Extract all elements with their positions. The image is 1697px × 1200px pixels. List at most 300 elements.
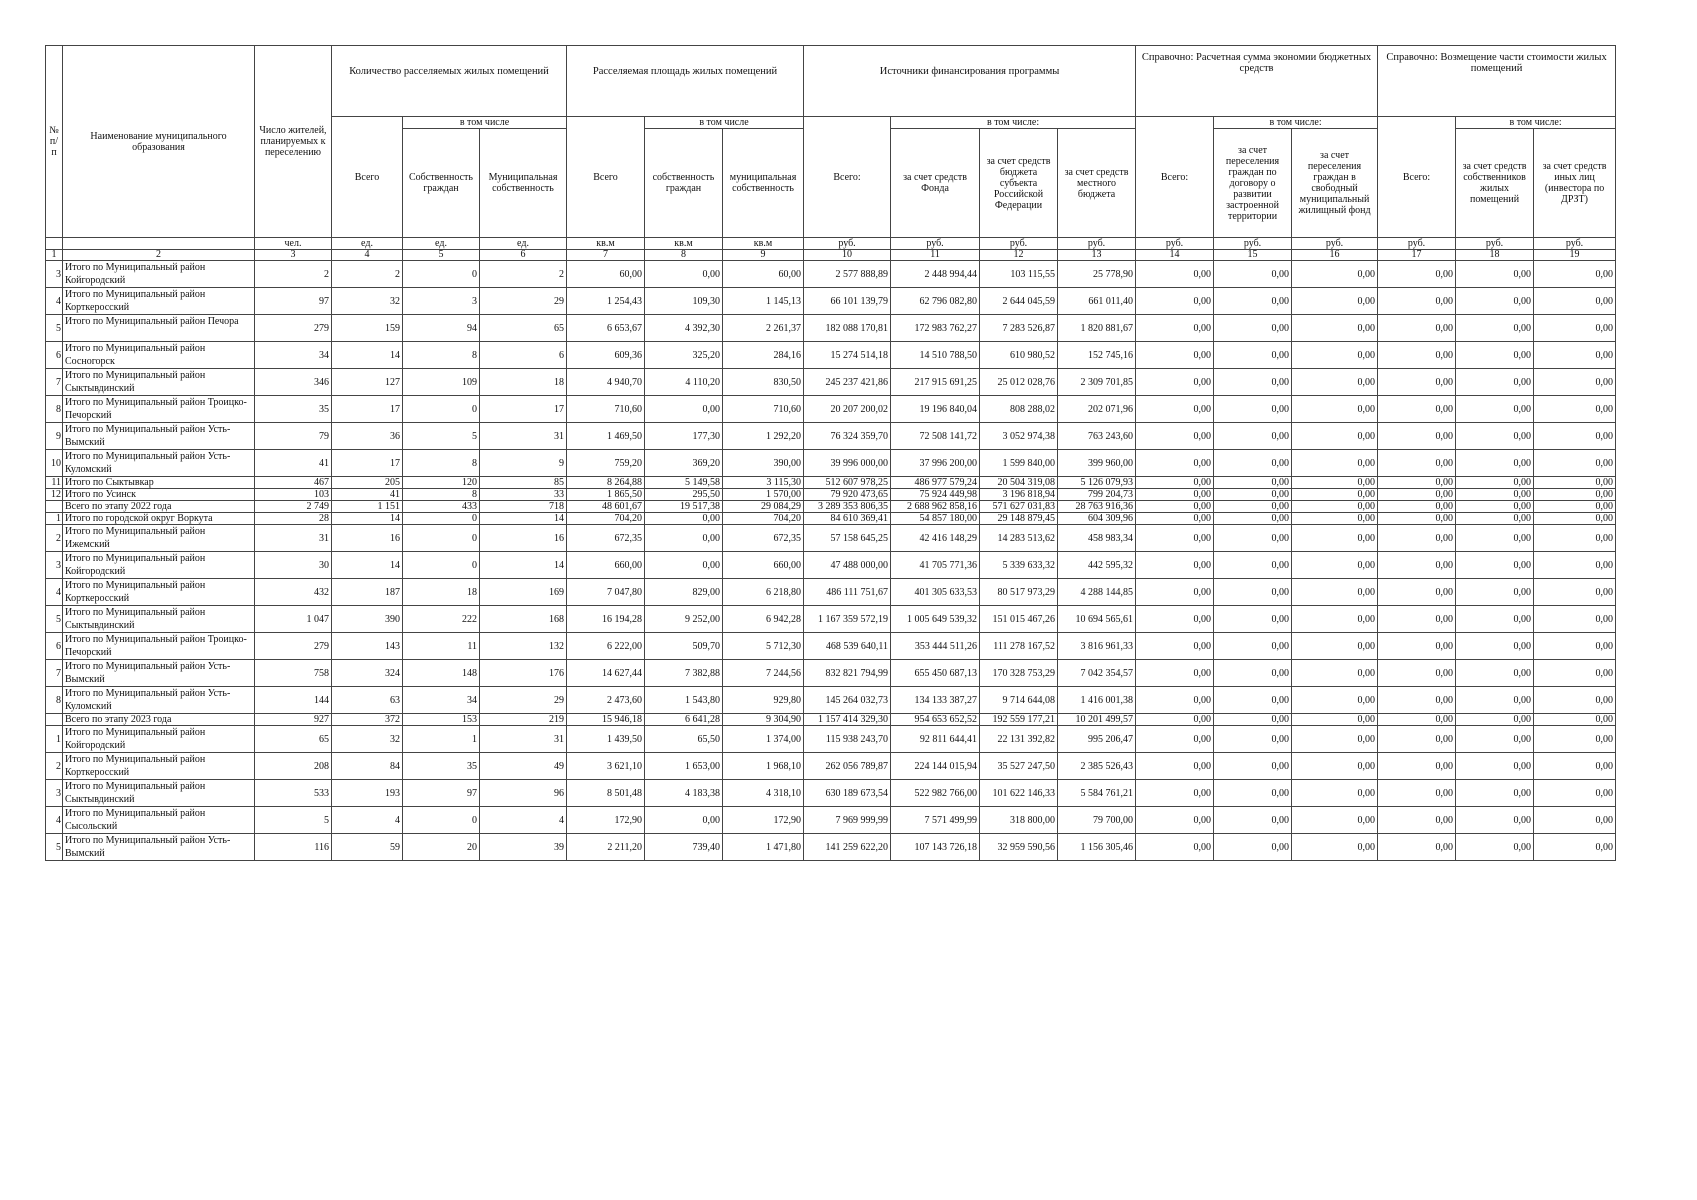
value-cell-col-18: 0,00 [1456, 753, 1534, 780]
value-cell-col-8: 5 149,58 [645, 477, 723, 489]
value-cell-col-19: 0,00 [1534, 579, 1616, 606]
value-cell-col-14: 0,00 [1136, 450, 1214, 477]
value-cell-col-4: 16 [332, 525, 403, 552]
value-cell-col-10: 182 088 170,81 [804, 315, 891, 342]
value-cell-col-7: 2 473,60 [567, 687, 645, 714]
value-cell-col-4: 1 151 [332, 501, 403, 513]
value-cell-col-4: 193 [332, 780, 403, 807]
row-number: 2 [46, 525, 63, 552]
value-cell-col-9: 172,90 [723, 807, 804, 834]
value-cell-col-18: 0,00 [1456, 369, 1534, 396]
value-cell-col-12: 3 196 818,94 [980, 489, 1058, 501]
municipality-name: Итого по Муниципальный район Сысольский [63, 807, 255, 834]
value-cell-col-13: 10 694 565,61 [1058, 606, 1136, 633]
value-cell-col-19: 0,00 [1534, 834, 1616, 861]
value-cell-col-19: 0,00 [1534, 633, 1616, 660]
value-cell-col-9: 1 374,00 [723, 726, 804, 753]
value-cell-col-11: 217 915 691,25 [891, 369, 980, 396]
value-cell-col-14: 0,00 [1136, 834, 1214, 861]
value-cell-col-19: 0,00 [1534, 477, 1616, 489]
value-cell-col-16: 0,00 [1292, 369, 1378, 396]
value-cell-col-6: 65 [480, 315, 567, 342]
value-cell-col-13: 28 763 916,36 [1058, 501, 1136, 513]
value-cell-col-17: 0,00 [1378, 753, 1456, 780]
value-cell-col-11: 224 144 015,94 [891, 753, 980, 780]
value-cell-col-3: 65 [255, 726, 332, 753]
value-cell-col-18: 0,00 [1456, 633, 1534, 660]
value-cell-col-12: 1 599 840,00 [980, 450, 1058, 477]
value-cell-col-13: 442 595,32 [1058, 552, 1136, 579]
unit-cell: ед. [480, 238, 567, 250]
value-cell-col-7: 60,00 [567, 261, 645, 288]
value-cell-col-18: 0,00 [1456, 315, 1534, 342]
value-cell-col-5: 11 [403, 633, 480, 660]
value-cell-col-15: 0,00 [1214, 396, 1292, 423]
value-cell-col-8: 0,00 [645, 552, 723, 579]
value-cell-col-19: 0,00 [1534, 450, 1616, 477]
municipality-name: Итого по Муниципальный район Усть-Куломский [63, 687, 255, 714]
subgroup-including-compensation: в том числе: [1456, 117, 1616, 129]
value-cell-col-4: 324 [332, 660, 403, 687]
value-cell-col-16: 0,00 [1292, 660, 1378, 687]
value-cell-col-13: 1 820 881,67 [1058, 315, 1136, 342]
table-row [46, 261, 1616, 288]
value-cell-col-3: 35 [255, 396, 332, 423]
value-cell-col-6: 17 [480, 396, 567, 423]
value-cell-col-4: 59 [332, 834, 403, 861]
value-cell-col-14: 0,00 [1136, 525, 1214, 552]
value-cell-col-9: 830,50 [723, 369, 804, 396]
value-cell-col-11: 7 571 499,99 [891, 807, 980, 834]
value-cell-col-17: 0,00 [1378, 780, 1456, 807]
value-cell-col-8: 829,00 [645, 579, 723, 606]
value-cell-col-5: 97 [403, 780, 480, 807]
row-number: 1 [46, 513, 63, 525]
value-cell-col-9: 1 471,80 [723, 834, 804, 861]
value-cell-col-9: 6 942,28 [723, 606, 804, 633]
value-cell-col-19: 0,00 [1534, 552, 1616, 579]
value-cell-col-6: 31 [480, 726, 567, 753]
col-header-4: Всего [332, 117, 403, 238]
value-cell-col-15: 0,00 [1214, 423, 1292, 450]
value-cell-col-15: 0,00 [1214, 489, 1292, 501]
column-number-cell: 17 [1378, 250, 1456, 261]
value-cell-col-16: 0,00 [1292, 579, 1378, 606]
value-cell-col-7: 3 621,10 [567, 753, 645, 780]
value-cell-col-4: 32 [332, 726, 403, 753]
col-header-11: за счет средств Фонда [891, 129, 980, 238]
value-cell-col-17: 0,00 [1378, 261, 1456, 288]
value-cell-col-15: 0,00 [1214, 726, 1292, 753]
value-cell-col-14: 0,00 [1136, 501, 1214, 513]
value-cell-col-16: 0,00 [1292, 315, 1378, 342]
value-cell-col-5: 18 [403, 579, 480, 606]
value-cell-col-10: 145 264 032,73 [804, 687, 891, 714]
value-cell-col-16: 0,00 [1292, 450, 1378, 477]
value-cell-col-10: 486 111 751,67 [804, 579, 891, 606]
value-cell-col-4: 372 [332, 714, 403, 726]
value-cell-col-11: 486 977 579,24 [891, 477, 980, 489]
value-cell-col-9: 29 084,29 [723, 501, 804, 513]
value-cell-col-5: 222 [403, 606, 480, 633]
value-cell-col-3: 79 [255, 423, 332, 450]
value-cell-col-7: 6 222,00 [567, 633, 645, 660]
value-cell-col-16: 0,00 [1292, 753, 1378, 780]
unit-cell: кв.м [723, 238, 804, 250]
value-cell-col-18: 0,00 [1456, 726, 1534, 753]
value-cell-col-16: 0,00 [1292, 552, 1378, 579]
value-cell-col-14: 0,00 [1136, 369, 1214, 396]
value-cell-col-9: 6 218,80 [723, 579, 804, 606]
table-row [46, 579, 1616, 606]
value-cell-col-15: 0,00 [1214, 660, 1292, 687]
value-cell-col-3: 279 [255, 633, 332, 660]
row-number: 7 [46, 660, 63, 687]
value-cell-col-10: 20 207 200,02 [804, 396, 891, 423]
row-number: 5 [46, 315, 63, 342]
value-cell-col-7: 48 601,67 [567, 501, 645, 513]
value-cell-col-15: 0,00 [1214, 369, 1292, 396]
table-row [46, 807, 1616, 834]
value-cell-col-10: 262 056 789,87 [804, 753, 891, 780]
column-number-cell: 18 [1456, 250, 1534, 261]
value-cell-col-10: 57 158 645,25 [804, 525, 891, 552]
value-cell-col-16: 0,00 [1292, 342, 1378, 369]
col-header-5: Собственность граждан [403, 129, 480, 238]
municipality-name: Итого по Муниципальный район Койгородский [63, 261, 255, 288]
value-cell-col-13: 2 385 526,43 [1058, 753, 1136, 780]
unit-cell: ед. [403, 238, 480, 250]
column-number-cell: 5 [403, 250, 480, 261]
value-cell-col-13: 4 288 144,85 [1058, 579, 1136, 606]
value-cell-col-8: 177,30 [645, 423, 723, 450]
value-cell-col-12: 571 627 031,83 [980, 501, 1058, 513]
value-cell-col-7: 2 211,20 [567, 834, 645, 861]
value-cell-col-8: 65,50 [645, 726, 723, 753]
value-cell-col-19: 0,00 [1534, 288, 1616, 315]
unit-cell [46, 238, 63, 250]
row-number: 2 [46, 753, 63, 780]
value-cell-col-5: 433 [403, 501, 480, 513]
column-number-cell: 15 [1214, 250, 1292, 261]
value-cell-col-9: 9 304,90 [723, 714, 804, 726]
row-number: 8 [46, 687, 63, 714]
resettlement-program-table [45, 45, 1616, 861]
row-number: 1 [46, 726, 63, 753]
value-cell-col-12: 25 012 028,76 [980, 369, 1058, 396]
value-cell-col-18: 0,00 [1456, 288, 1534, 315]
value-cell-col-6: 33 [480, 489, 567, 501]
unit-cell: руб. [1214, 238, 1292, 250]
value-cell-col-5: 109 [403, 369, 480, 396]
value-cell-col-14: 0,00 [1136, 660, 1214, 687]
value-cell-col-14: 0,00 [1136, 687, 1214, 714]
value-cell-col-16: 0,00 [1292, 525, 1378, 552]
value-cell-col-4: 2 [332, 261, 403, 288]
value-cell-col-19: 0,00 [1534, 753, 1616, 780]
value-cell-col-3: 5 [255, 807, 332, 834]
value-cell-col-12: 80 517 973,29 [980, 579, 1058, 606]
value-cell-col-6: 6 [480, 342, 567, 369]
table-header [46, 46, 1616, 261]
value-cell-col-12: 14 283 513,62 [980, 525, 1058, 552]
table-row [46, 660, 1616, 687]
value-cell-col-18: 0,00 [1456, 579, 1534, 606]
municipality-name: Итого по Муниципальный район Троицко-Печорский [63, 396, 255, 423]
value-cell-col-19: 0,00 [1534, 606, 1616, 633]
table-row [46, 780, 1616, 807]
value-cell-col-14: 0,00 [1136, 552, 1214, 579]
value-cell-col-13: 152 745,16 [1058, 342, 1136, 369]
value-cell-col-12: 111 278 167,52 [980, 633, 1058, 660]
value-cell-col-7: 710,60 [567, 396, 645, 423]
value-cell-col-3: 533 [255, 780, 332, 807]
value-cell-col-19: 0,00 [1534, 780, 1616, 807]
col-header-12: за счет средств бюджета субъекта Российской Федерации [980, 129, 1058, 238]
value-cell-col-14: 0,00 [1136, 753, 1214, 780]
value-cell-col-16: 0,00 [1292, 633, 1378, 660]
municipality-name: Итого по Муниципальный район Сыктывдинский [63, 780, 255, 807]
row-number: 11 [46, 477, 63, 489]
table-row [46, 606, 1616, 633]
value-cell-col-11: 1 005 649 539,32 [891, 606, 980, 633]
unit-cell [63, 238, 255, 250]
value-cell-col-9: 929,80 [723, 687, 804, 714]
value-cell-col-8: 509,70 [645, 633, 723, 660]
row-number: 9 [46, 423, 63, 450]
table-row [46, 726, 1616, 753]
value-cell-col-4: 205 [332, 477, 403, 489]
row-number: 4 [46, 807, 63, 834]
value-cell-col-15: 0,00 [1214, 342, 1292, 369]
value-cell-col-14: 0,00 [1136, 261, 1214, 288]
unit-cell: кв.м [645, 238, 723, 250]
value-cell-col-19: 0,00 [1534, 423, 1616, 450]
col-header-14: Всего: [1136, 117, 1214, 238]
value-cell-col-18: 0,00 [1456, 552, 1534, 579]
value-cell-col-18: 0,00 [1456, 513, 1534, 525]
col-header-10: Всего: [804, 117, 891, 238]
table-row [46, 525, 1616, 552]
value-cell-col-16: 0,00 [1292, 714, 1378, 726]
column-number-cell: 13 [1058, 250, 1136, 261]
value-cell-col-7: 759,20 [567, 450, 645, 477]
unit-cell: руб. [1534, 238, 1616, 250]
column-number-cell: 10 [804, 250, 891, 261]
value-cell-col-18: 0,00 [1456, 807, 1534, 834]
value-cell-col-13: 7 042 354,57 [1058, 660, 1136, 687]
value-cell-col-5: 120 [403, 477, 480, 489]
value-cell-col-4: 390 [332, 606, 403, 633]
table-row [46, 396, 1616, 423]
value-cell-col-7: 1 469,50 [567, 423, 645, 450]
value-cell-col-4: 32 [332, 288, 403, 315]
value-cell-col-3: 1 047 [255, 606, 332, 633]
value-cell-col-9: 1 968,10 [723, 753, 804, 780]
table-body [46, 261, 1616, 861]
value-cell-col-6: 718 [480, 501, 567, 513]
municipality-name: Итого по Муниципальный район Сосногорск [63, 342, 255, 369]
value-cell-col-3: 34 [255, 342, 332, 369]
value-cell-col-17: 0,00 [1378, 660, 1456, 687]
value-cell-col-12: 7 283 526,87 [980, 315, 1058, 342]
value-cell-col-6: 29 [480, 288, 567, 315]
value-cell-col-10: 832 821 794,99 [804, 660, 891, 687]
value-cell-col-11: 37 996 200,00 [891, 450, 980, 477]
municipality-name: Итого по городской округ Воркута [63, 513, 255, 525]
value-cell-col-5: 1 [403, 726, 480, 753]
value-cell-col-8: 4 392,30 [645, 315, 723, 342]
municipality-name: Итого по Муниципальный район Усть-Куломский [63, 450, 255, 477]
value-cell-col-7: 4 940,70 [567, 369, 645, 396]
value-cell-col-5: 8 [403, 342, 480, 369]
value-cell-col-5: 0 [403, 513, 480, 525]
value-cell-col-14: 0,00 [1136, 315, 1214, 342]
value-cell-col-8: 0,00 [645, 396, 723, 423]
value-cell-col-16: 0,00 [1292, 489, 1378, 501]
value-cell-col-12: 170 328 753,29 [980, 660, 1058, 687]
value-cell-col-18: 0,00 [1456, 342, 1534, 369]
unit-cell: руб. [1292, 238, 1378, 250]
row-number: 12 [46, 489, 63, 501]
value-cell-col-14: 0,00 [1136, 726, 1214, 753]
value-cell-col-10: 76 324 359,70 [804, 423, 891, 450]
value-cell-col-10: 7 969 999,99 [804, 807, 891, 834]
value-cell-col-13: 399 960,00 [1058, 450, 1136, 477]
table-row [46, 288, 1616, 315]
value-cell-col-10: 630 189 673,54 [804, 780, 891, 807]
value-cell-col-12: 318 800,00 [980, 807, 1058, 834]
value-cell-col-7: 14 627,44 [567, 660, 645, 687]
municipality-name: Итого по Муниципальный район Корткеросский [63, 753, 255, 780]
value-cell-col-14: 0,00 [1136, 477, 1214, 489]
value-cell-col-13: 10 201 499,57 [1058, 714, 1136, 726]
value-cell-col-6: 85 [480, 477, 567, 489]
row-number: 3 [46, 261, 63, 288]
value-cell-col-17: 0,00 [1378, 489, 1456, 501]
value-cell-col-5: 0 [403, 807, 480, 834]
value-cell-col-5: 0 [403, 261, 480, 288]
value-cell-col-18: 0,00 [1456, 261, 1534, 288]
value-cell-col-11: 75 924 449,98 [891, 489, 980, 501]
value-cell-col-9: 4 318,10 [723, 780, 804, 807]
table-row [46, 489, 1616, 501]
value-cell-col-10: 47 488 000,00 [804, 552, 891, 579]
col-header-no: № п/п [46, 46, 63, 238]
value-cell-col-11: 72 508 141,72 [891, 423, 980, 450]
value-cell-col-5: 35 [403, 753, 480, 780]
value-cell-col-12: 9 714 644,08 [980, 687, 1058, 714]
group-header-financing: Источники финансирования программы [804, 46, 1136, 117]
municipality-name: Итого по Муниципальный район Ижемский [63, 525, 255, 552]
value-cell-col-18: 0,00 [1456, 450, 1534, 477]
value-cell-col-17: 0,00 [1378, 714, 1456, 726]
subgroup-including-savings: в том числе: [1214, 117, 1378, 129]
value-cell-col-15: 0,00 [1214, 513, 1292, 525]
value-cell-col-7: 7 047,80 [567, 579, 645, 606]
value-cell-col-11: 42 416 148,29 [891, 525, 980, 552]
value-cell-col-6: 169 [480, 579, 567, 606]
value-cell-col-15: 0,00 [1214, 501, 1292, 513]
value-cell-col-9: 2 261,37 [723, 315, 804, 342]
value-cell-col-14: 0,00 [1136, 633, 1214, 660]
value-cell-col-6: 39 [480, 834, 567, 861]
value-cell-col-4: 84 [332, 753, 403, 780]
value-cell-col-8: 6 641,28 [645, 714, 723, 726]
value-cell-col-19: 0,00 [1534, 525, 1616, 552]
value-cell-col-19: 0,00 [1534, 261, 1616, 288]
value-cell-col-10: 39 996 000,00 [804, 450, 891, 477]
value-cell-col-10: 2 577 888,89 [804, 261, 891, 288]
value-cell-col-18: 0,00 [1456, 687, 1534, 714]
value-cell-col-9: 672,35 [723, 525, 804, 552]
municipality-name: Всего по этапу 2022 года [63, 501, 255, 513]
value-cell-col-14: 0,00 [1136, 780, 1214, 807]
value-cell-col-7: 8 264,88 [567, 477, 645, 489]
value-cell-col-10: 1 157 414 329,30 [804, 714, 891, 726]
unit-cell: руб. [1136, 238, 1214, 250]
row-number: 10 [46, 450, 63, 477]
value-cell-col-18: 0,00 [1456, 606, 1534, 633]
row-number: 6 [46, 342, 63, 369]
value-cell-col-4: 127 [332, 369, 403, 396]
value-cell-col-14: 0,00 [1136, 714, 1214, 726]
value-cell-col-5: 0 [403, 552, 480, 579]
value-cell-col-6: 219 [480, 714, 567, 726]
table-row [46, 552, 1616, 579]
value-cell-col-11: 2 448 994,44 [891, 261, 980, 288]
value-cell-col-14: 0,00 [1136, 606, 1214, 633]
col-header-19: за счет средств иных лиц (инвестора по ДРЗТ) [1534, 129, 1616, 238]
unit-cell: ед. [332, 238, 403, 250]
value-cell-col-17: 0,00 [1378, 525, 1456, 552]
value-cell-col-12: 35 527 247,50 [980, 753, 1058, 780]
value-cell-col-17: 0,00 [1378, 552, 1456, 579]
unit-cell: руб. [980, 238, 1058, 250]
value-cell-col-17: 0,00 [1378, 423, 1456, 450]
column-number-cell: 2 [63, 250, 255, 261]
col-header-name: Наименование муниципального образования [63, 46, 255, 238]
value-cell-col-17: 0,00 [1378, 513, 1456, 525]
value-cell-col-10: 66 101 139,79 [804, 288, 891, 315]
value-cell-col-15: 0,00 [1214, 633, 1292, 660]
value-cell-col-12: 3 052 974,38 [980, 423, 1058, 450]
value-cell-col-16: 0,00 [1292, 780, 1378, 807]
table-row [46, 753, 1616, 780]
value-cell-col-19: 0,00 [1534, 501, 1616, 513]
value-cell-col-5: 8 [403, 450, 480, 477]
value-cell-col-6: 4 [480, 807, 567, 834]
municipality-name: Итого по Муниципальный район Усть-Вымский [63, 660, 255, 687]
value-cell-col-5: 3 [403, 288, 480, 315]
value-cell-col-6: 2 [480, 261, 567, 288]
column-number-cell: 6 [480, 250, 567, 261]
value-cell-col-18: 0,00 [1456, 834, 1534, 861]
value-cell-col-6: 14 [480, 513, 567, 525]
value-cell-col-15: 0,00 [1214, 525, 1292, 552]
value-cell-col-3: 116 [255, 834, 332, 861]
value-cell-col-13: 3 816 961,33 [1058, 633, 1136, 660]
value-cell-col-15: 0,00 [1214, 807, 1292, 834]
col-header-13: за счет средств местного бюджета [1058, 129, 1136, 238]
units-row [46, 238, 1616, 250]
col-header-16: за счет переселения граждан в свободный муниципальный жилищный фонд [1292, 129, 1378, 238]
value-cell-col-7: 1 439,50 [567, 726, 645, 753]
value-cell-col-3: 208 [255, 753, 332, 780]
value-cell-col-8: 7 382,88 [645, 660, 723, 687]
municipality-name: Итого по Усинск [63, 489, 255, 501]
municipality-name: Итого по Муниципальный район Печора [63, 315, 255, 342]
